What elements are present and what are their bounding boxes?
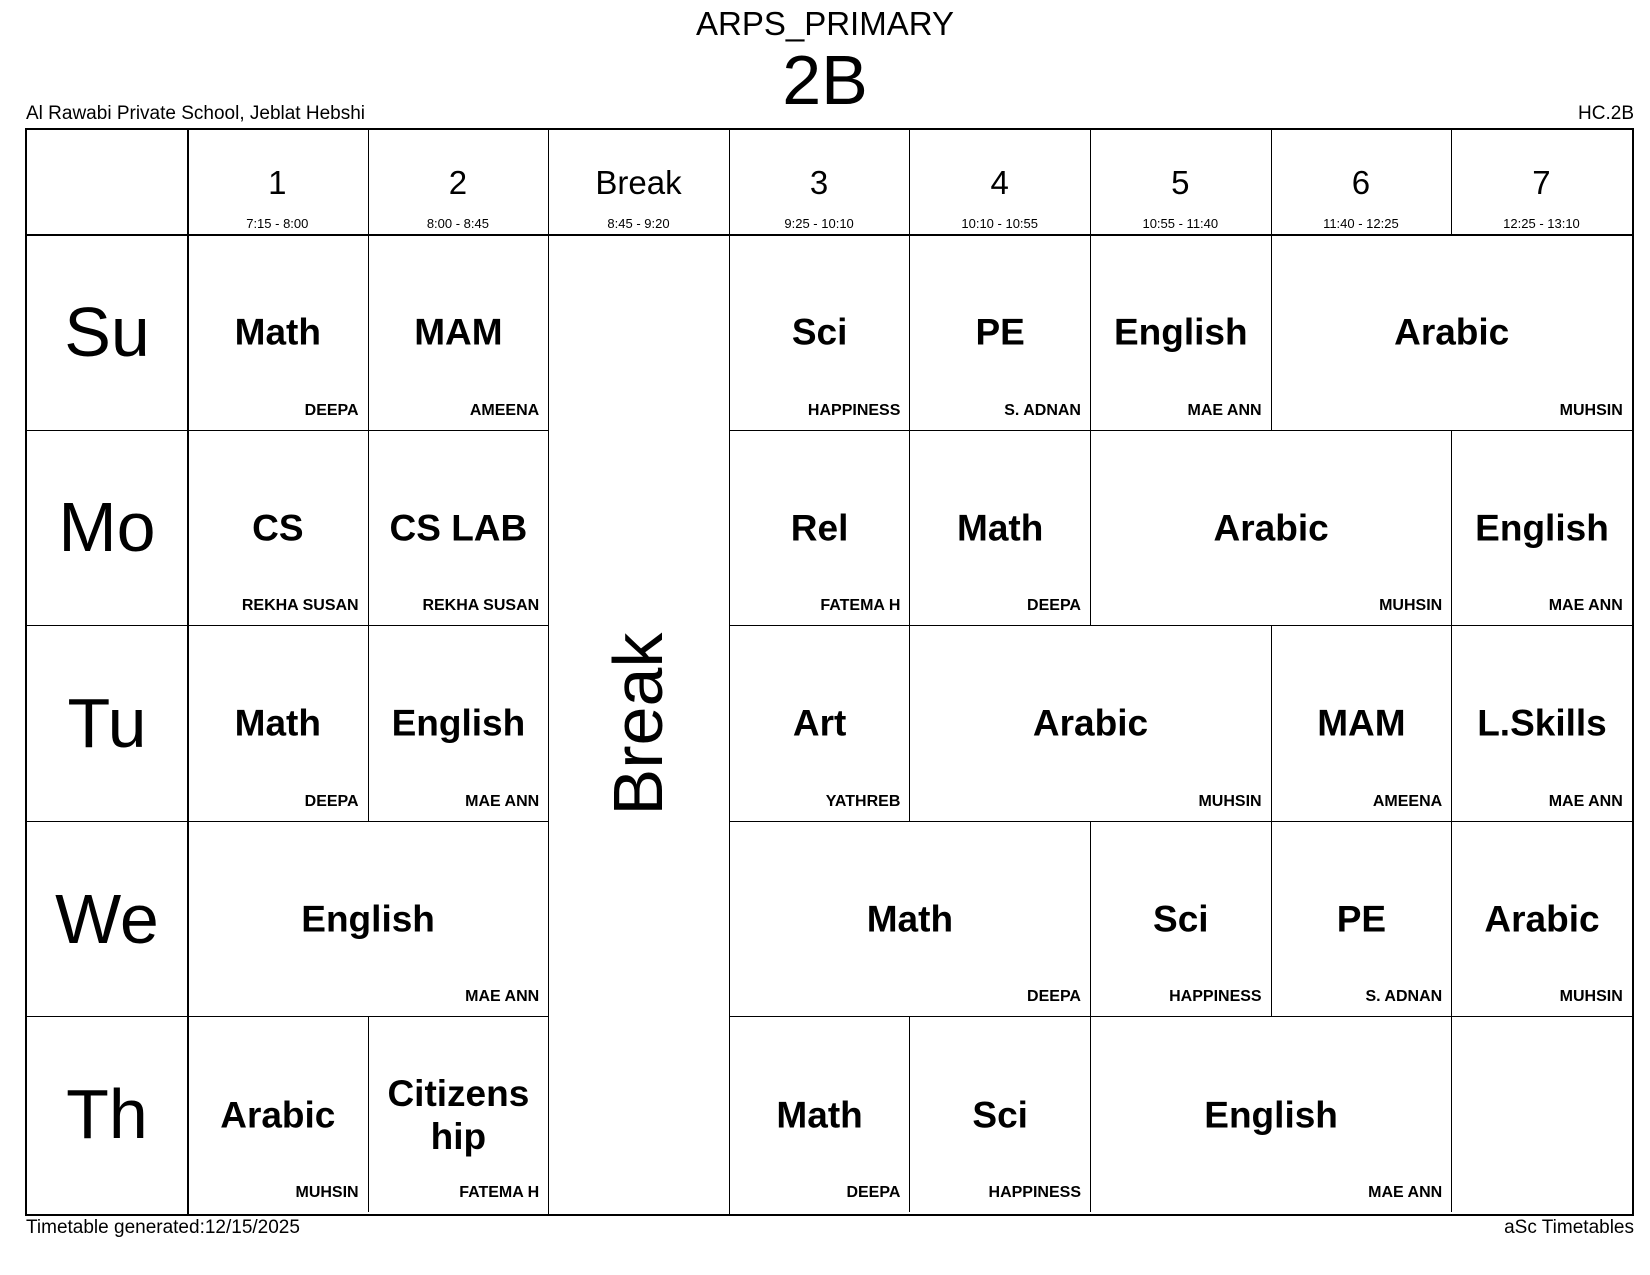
- subject-name: Arabic: [1032, 702, 1149, 744]
- subject-name: English: [391, 702, 526, 744]
- day-cell: [27, 430, 187, 626]
- teacher-name: DEEPA: [1027, 988, 1081, 1006]
- teacher-name: AMEENA: [1372, 792, 1443, 810]
- timetable-title: ARPS_PRIMARY: [696, 5, 954, 42]
- timetable-grid: [25, 128, 1634, 1216]
- period-number: 3: [809, 164, 829, 201]
- subject-name: PE: [975, 311, 1025, 353]
- period-time: 8:45 - 9:20: [607, 216, 670, 231]
- teacher-name: S. ADNAN: [1004, 401, 1081, 419]
- subject-name: English: [1204, 1094, 1338, 1136]
- period-time: 10:10 - 10:55: [961, 216, 1038, 231]
- day-label: Th: [66, 1075, 148, 1154]
- lesson-cell[interactable]: [187, 234, 368, 430]
- break-label: Break: [599, 632, 678, 816]
- subject-name: Citizens hip: [387, 1072, 530, 1157]
- subject-name: English: [1475, 507, 1609, 549]
- header-divider: [909, 130, 910, 234]
- lesson-cell[interactable]: [909, 625, 1270, 821]
- day-label: We: [55, 879, 159, 958]
- period-number: Break: [595, 164, 682, 201]
- lesson-cell[interactable]: [909, 430, 1090, 626]
- header-divider: [729, 130, 730, 234]
- lesson-cell[interactable]: [729, 821, 1090, 1017]
- lesson-cell[interactable]: [1090, 430, 1451, 626]
- lesson-cell[interactable]: [187, 625, 368, 821]
- subject-name: Sci: [791, 311, 848, 353]
- subject-name: Math: [957, 507, 1044, 549]
- break-border: [729, 234, 730, 1214]
- teacher-name: MAE ANN: [1368, 1183, 1443, 1201]
- subject-name: Sci: [972, 1094, 1028, 1136]
- period-number: 5: [1171, 164, 1190, 201]
- teacher-name: MAE ANN: [1548, 597, 1623, 615]
- lesson-cell[interactable]: [187, 430, 368, 626]
- period-header: [548, 130, 729, 234]
- header-divider: [548, 130, 549, 234]
- subject-name: PE: [1336, 898, 1387, 940]
- lesson-cell[interactable]: [1090, 234, 1271, 430]
- period-time: 11:40 - 12:25: [1323, 216, 1399, 231]
- header-divider: [1451, 130, 1452, 234]
- lesson-cell[interactable]: [1271, 625, 1452, 821]
- subject-name: Math: [234, 702, 321, 744]
- lesson-cell[interactable]: [368, 625, 549, 821]
- teacher-name: MUHSIN: [1379, 597, 1443, 615]
- generated-date: Timetable generated:12/15/2025: [26, 1217, 300, 1238]
- day-column-separator: [187, 130, 189, 1214]
- period-time: 8:00 - 8:45: [426, 216, 489, 231]
- lesson-cell[interactable]: [1090, 1016, 1451, 1212]
- row-divider: [27, 430, 187, 431]
- class-code: HC.2B: [1578, 103, 1634, 124]
- teacher-name: HAPPINESS: [988, 1183, 1081, 1201]
- subject-name: L.Skills: [1477, 702, 1607, 744]
- period-header: [729, 130, 910, 234]
- lesson-cell[interactable]: [1451, 821, 1632, 1017]
- teacher-name: DEEPA: [846, 1183, 901, 1201]
- row-divider: [27, 1016, 187, 1017]
- teacher-name: MUHSIN: [1559, 401, 1623, 419]
- teacher-name: REKHA SUSAN: [241, 597, 359, 615]
- subject-name: Math: [776, 1094, 863, 1136]
- lesson-cell[interactable]: [729, 625, 910, 821]
- school-name: Al Rawabi Private School, Jeblat Hebshi: [26, 103, 366, 124]
- teacher-name: MAE ANN: [1548, 792, 1623, 810]
- day-cell: [27, 1016, 187, 1212]
- lesson-cell[interactable]: [187, 821, 548, 1017]
- teacher-name: REKHA SUSAN: [422, 597, 540, 615]
- day-label: Tu: [67, 683, 147, 762]
- period-header: [1451, 130, 1632, 234]
- day-label: Su: [64, 292, 150, 371]
- day-cell: [27, 234, 187, 430]
- teacher-name: MAE ANN: [465, 988, 540, 1006]
- subject-name: Math: [866, 898, 954, 940]
- header-separator: [27, 234, 1632, 236]
- period-time: 12:25 - 13:10: [1503, 216, 1580, 231]
- period-time: 10:55 - 11:40: [1142, 216, 1219, 231]
- lesson-cell[interactable]: [1451, 1016, 1632, 1212]
- break-column: [548, 234, 729, 1214]
- period-number: 2: [448, 164, 468, 201]
- period-header: [909, 130, 1090, 234]
- teacher-name: MUHSIN: [1559, 988, 1623, 1006]
- subject-name: Art: [792, 702, 847, 744]
- period-number: 6: [1351, 164, 1371, 201]
- break-border: [548, 234, 549, 1214]
- teacher-name: MAE ANN: [1187, 401, 1262, 419]
- period-header: [187, 130, 368, 234]
- teacher-name: HAPPINESS: [807, 401, 901, 419]
- teacher-name: S. ADNAN: [1365, 988, 1443, 1006]
- period-time: 7:15 - 8:00: [246, 216, 309, 231]
- subject-name: Arabic: [1213, 507, 1329, 549]
- lesson-cell[interactable]: [729, 430, 910, 626]
- period-header: [1271, 130, 1452, 234]
- subject-name: English: [301, 898, 435, 940]
- subject-name: MAM: [414, 311, 503, 353]
- subject-name: Math: [234, 311, 321, 353]
- teacher-name: MAE ANN: [465, 792, 540, 810]
- header-divider: [1271, 130, 1272, 234]
- lesson-cell[interactable]: [729, 234, 910, 430]
- teacher-name: HAPPINESS: [1169, 988, 1262, 1006]
- row-divider: [27, 821, 187, 822]
- teacher-name: DEEPA: [304, 401, 359, 419]
- lesson-cell[interactable]: [909, 1016, 1090, 1212]
- software-credit: aSc Timetables: [1504, 1217, 1634, 1238]
- lesson-cell[interactable]: [1451, 625, 1632, 821]
- subject-name: Sci: [1153, 898, 1209, 940]
- lesson-cell[interactable]: [729, 1016, 910, 1212]
- teacher-name: DEEPA: [304, 792, 359, 810]
- lesson-cell[interactable]: [1451, 430, 1632, 626]
- subject-name: English: [1113, 311, 1248, 353]
- period-header: [368, 130, 549, 234]
- day-cell: [27, 625, 187, 821]
- period-time: 9:25 - 10:10: [784, 216, 854, 231]
- period-number: 4: [990, 164, 1009, 201]
- lesson-cell[interactable]: [1271, 234, 1632, 430]
- period-number: 1: [268, 164, 287, 201]
- subject-name: Arabic: [1394, 311, 1510, 353]
- lesson-cell[interactable]: [1090, 821, 1271, 1017]
- subject-name: CS: [252, 507, 304, 549]
- lesson-cell[interactable]: [909, 234, 1090, 430]
- period-header: [1090, 130, 1271, 234]
- teacher-name: MUHSIN: [1198, 792, 1262, 810]
- subject-name: Rel: [790, 507, 849, 549]
- subject-name: CS LAB: [389, 507, 528, 549]
- day-label: Mo: [58, 488, 156, 567]
- teacher-name: DEEPA: [1027, 597, 1081, 615]
- subject-name: MAM: [1317, 702, 1406, 744]
- row-divider: [27, 625, 187, 626]
- teacher-name: FATEMA H: [459, 1183, 540, 1201]
- class-name: 2B: [782, 41, 868, 119]
- lesson-cell[interactable]: [368, 430, 549, 626]
- header-divider: [1090, 130, 1091, 234]
- lesson-cell[interactable]: [368, 234, 549, 430]
- teacher-name: YATHREB: [825, 792, 901, 810]
- lesson-cell[interactable]: [1271, 821, 1452, 1017]
- lesson-cell[interactable]: [368, 1016, 549, 1212]
- subject-name: Arabic: [1484, 898, 1600, 940]
- period-number: 7: [1532, 164, 1551, 201]
- header-divider: [368, 130, 369, 234]
- day-cell: [27, 821, 187, 1017]
- teacher-name: FATEMA H: [820, 597, 901, 615]
- lesson-cell[interactable]: [187, 1016, 368, 1212]
- teacher-name: AMEENA: [469, 401, 540, 419]
- teacher-name: MUHSIN: [295, 1183, 359, 1201]
- subject-name: Arabic: [220, 1094, 336, 1136]
